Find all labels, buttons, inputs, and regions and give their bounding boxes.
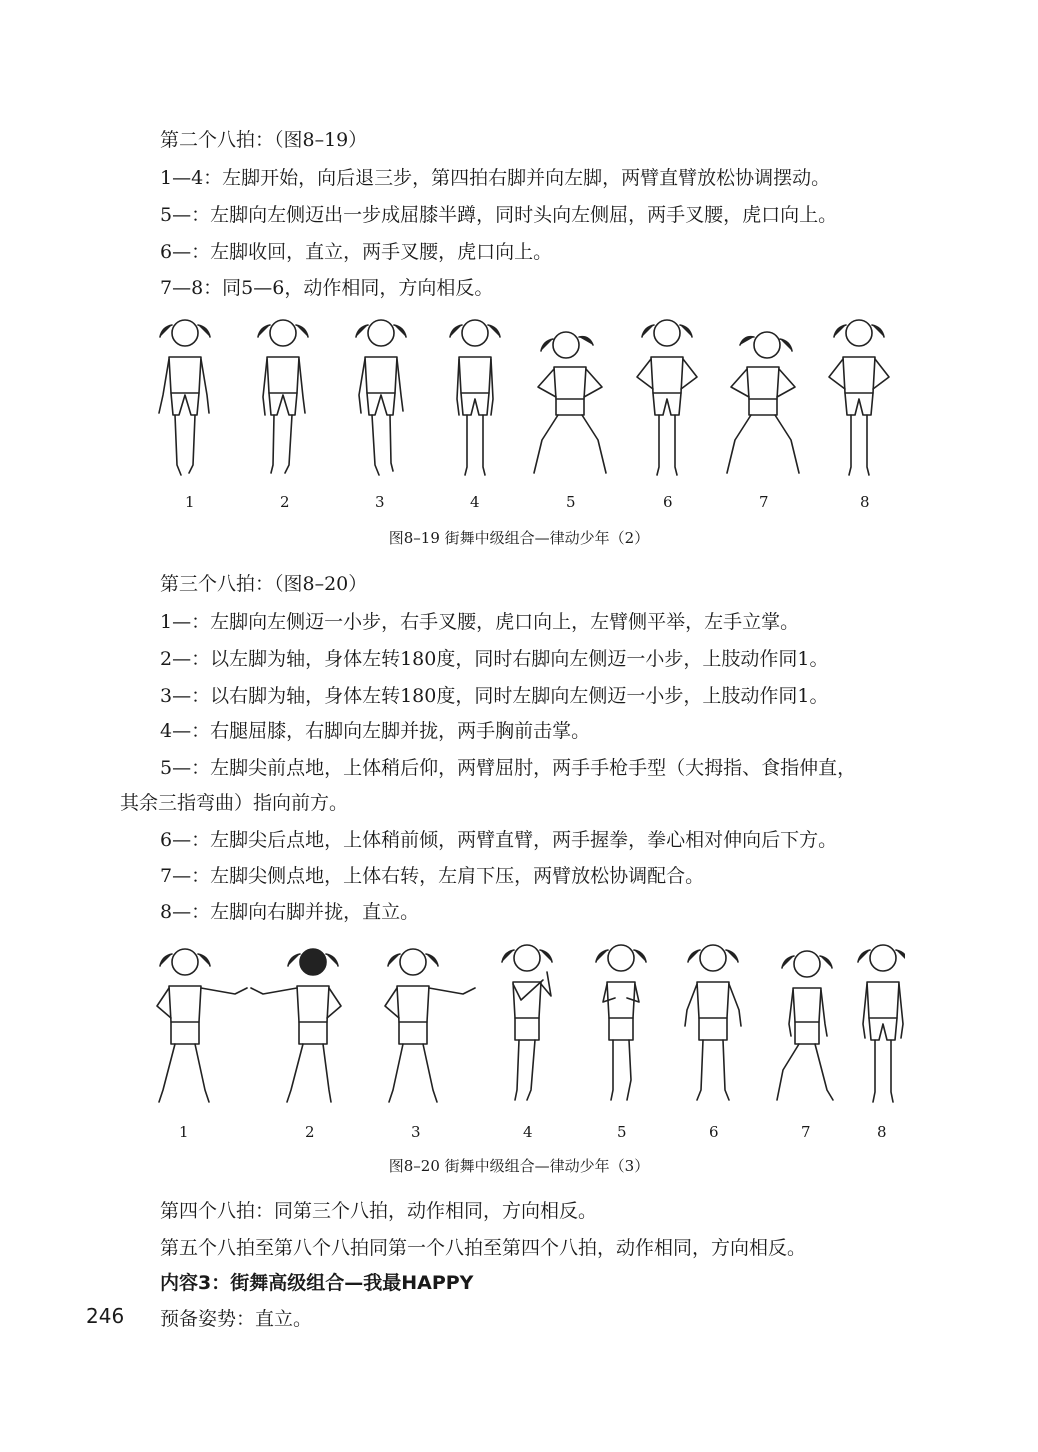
figure-8-19-caption: 图8–19 街舞中级组合—律动少年（2） [388,529,650,547]
section3-step-3: 3—：以右脚为轴，身体左转180度，同时左脚向左侧迈一小步，上肢动作同1。 [160,685,829,707]
section3-step-5-cont: 其余三指弯曲）指向前方。 [120,792,349,814]
dancer-figure [450,320,500,475]
section3-step-8: 8—：左脚向右脚并拢，直立。 [160,901,420,923]
figure-label: 2 [280,493,290,511]
dancer-figure [157,949,247,1102]
content3-heading: 内容3：街舞高级组合—我最HAPPY [160,1272,474,1294]
section2-step-1: 1—4：左脚开始，向后退三步，第四拍右脚并向左脚，两臂直臂放松协调摆动。 [160,167,831,189]
figure-label: 4 [470,493,480,511]
section2-step-4: 7—8：同5—6，动作相同，方向相反。 [160,277,494,299]
section3-step-7: 7—：左脚尖侧点地，上体右转，左肩下压，两臂放松协调配合。 [160,865,705,887]
figure-label: 4 [523,1123,533,1141]
figure-label: 8 [877,1123,887,1141]
figure-label: 7 [801,1123,811,1141]
figure-label: 8 [860,493,870,511]
dancer-figure [858,945,905,1102]
dancer-figure [829,320,889,475]
page-number: 246 [86,1304,125,1328]
figure-label: 7 [759,493,769,511]
section3-step-5: 5—：左脚尖前点地，上体稍后仰，两臂屈肘，两手手枪手型（大拇指、食指伸直， [160,757,857,779]
figure-label: 5 [617,1123,627,1141]
figure-8-20-caption: 图8–20 街舞中级组合—律动少年（3） [388,1157,650,1175]
figure-label: 5 [566,493,576,511]
section3-step-1: 1—：左脚向左侧迈一小步，右手叉腰，虎口向上，左臂侧平举，左手立掌。 [160,611,800,633]
dancer-figure [637,320,697,475]
figure-8-20-illustration [145,940,905,1120]
figure-8-19 [145,315,905,515]
dancer-figure [777,951,833,1100]
closing-line-1: 第四个八拍：同第三个八拍，动作相同，方向相反。 [160,1200,598,1222]
figure-8-19-illustration [145,315,905,490]
dancer-figure [727,332,799,473]
figure-label: 3 [411,1123,421,1141]
figure-label: 1 [179,1123,189,1141]
figure-8-20 [145,940,905,1145]
section2-step-3: 6—：左脚收回，直立，两手叉腰，虎口向上。 [160,241,553,263]
dancer-figure [685,945,741,1100]
section3-step-6: 6—：左脚尖后点地，上体稍前倾，两臂直臂，两手握拳，拳心相对伸向后下方。 [160,829,838,851]
figure-label: 2 [305,1123,315,1141]
dancer-figure [258,320,308,473]
figure-label: 6 [709,1123,719,1141]
dancer-figure [596,945,646,1100]
dancer-figure [356,320,406,475]
dancer-figure [159,320,210,475]
dancer-figure [502,945,552,1100]
dancer-figure [251,949,341,1102]
closing-line-3: 预备姿势：直立。 [160,1308,313,1330]
closing-line-2: 第五个八拍至第八个八拍同第一个八拍至第四个八拍，动作相同，方向相反。 [160,1237,807,1259]
figure-label: 6 [663,493,673,511]
figure-label: 1 [185,493,195,511]
dancer-figure [534,332,606,473]
section3-step-2: 2—：以左脚为轴，身体左转180度，同时右脚向左侧迈一小步，上肢动作同1。 [160,648,829,670]
section2-title: 第二个八拍：（图8–19） [160,129,368,151]
section3-title: 第三个八拍：（图8–20） [160,573,368,595]
section2-step-2: 5—：左脚向左侧迈出一步成屈膝半蹲，同时头向左侧屈，两手叉腰，虎口向上。 [160,204,838,226]
dancer-figure [385,949,475,1102]
section3-step-4: 4—：右腿屈膝，右脚向左脚并拢，两手胸前击掌。 [160,720,591,742]
figure-label: 3 [375,493,385,511]
